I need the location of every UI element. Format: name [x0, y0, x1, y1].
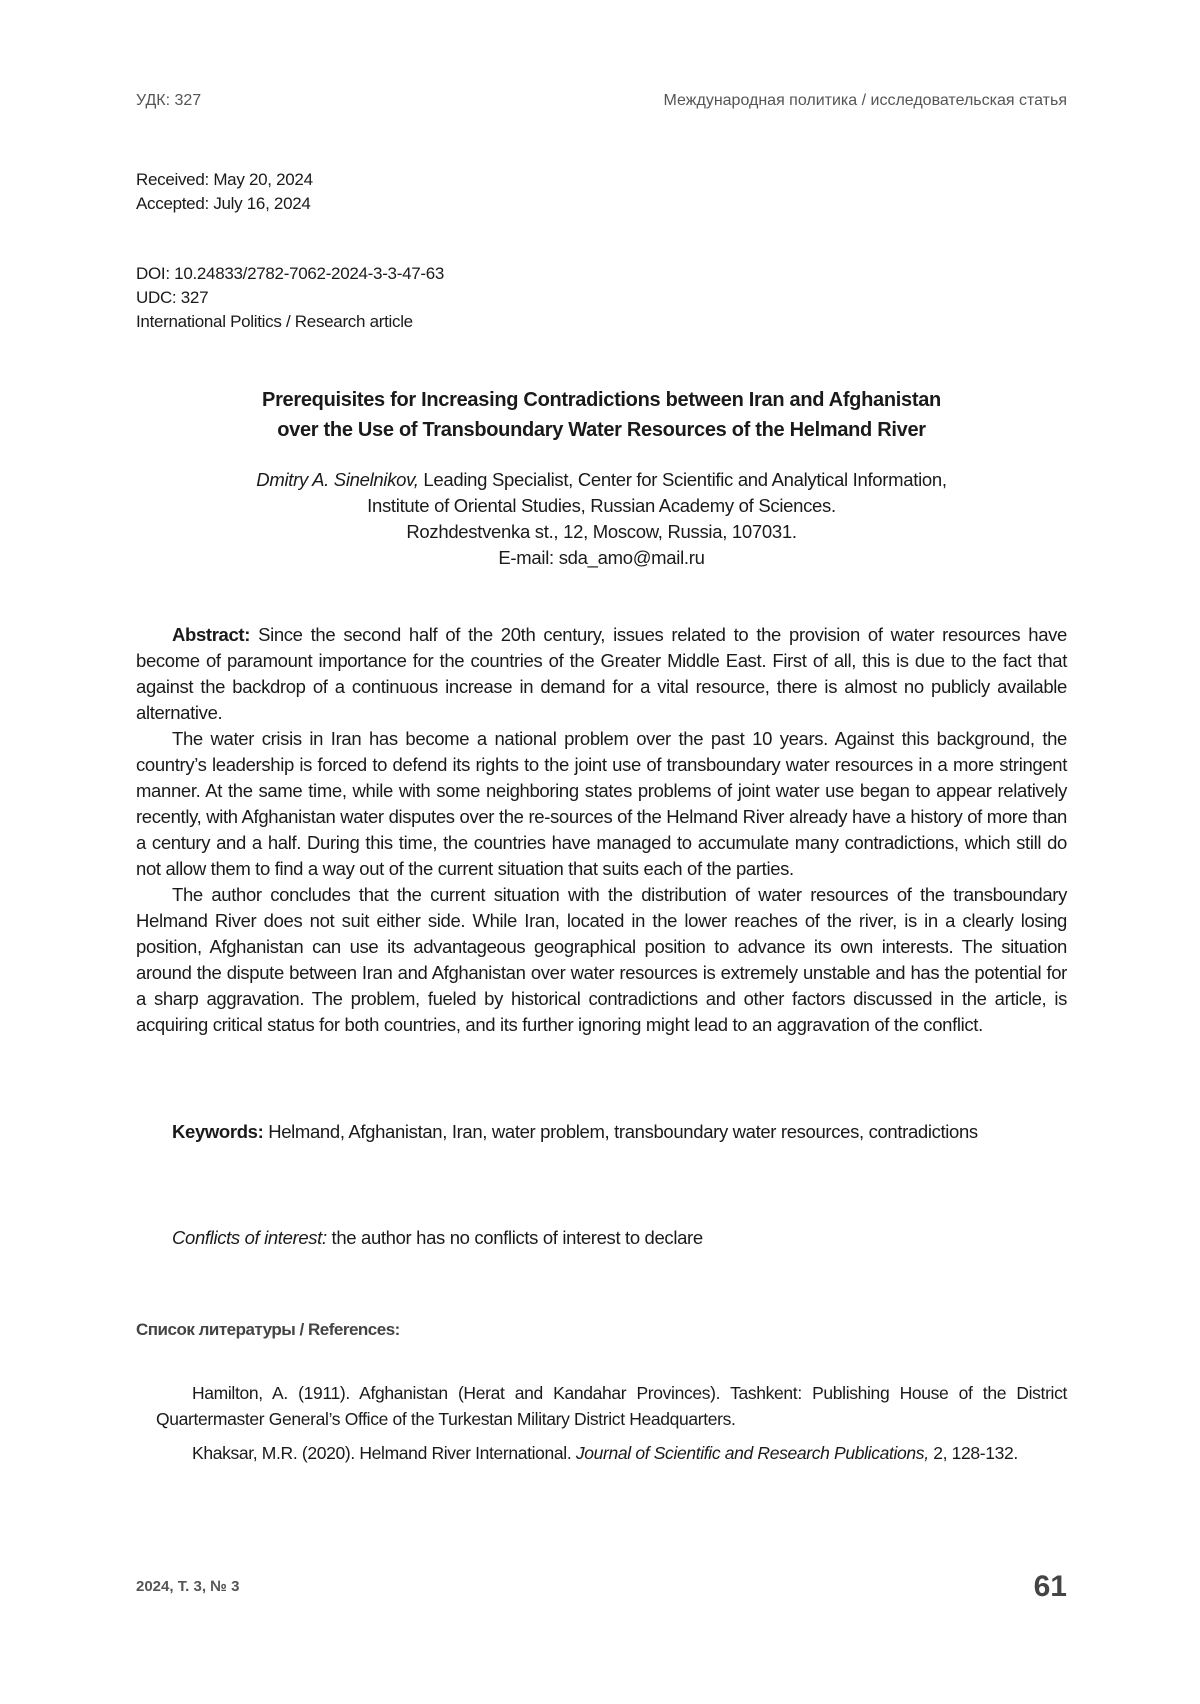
references-list — [156, 1380, 1067, 1474]
title-line: Prerequisites for Increasing Contradictions between Iran and Afghanistan — [136, 385, 1067, 415]
abstract-paragraph: Since the second half of the 20th century, issues related to the provision of water resources have become of paramount importance for the countries of the Greater Middle East. First of all, this is due to the fact that against the backdrop of a continuous increase in demand for a vital resource, there is almost no publicly available alternative. — [136, 624, 1067, 723]
reference-item — [156, 1440, 1067, 1466]
reference-text: Khaksar, M.R. (2020). Helmand River International. — [192, 1443, 576, 1463]
author-name: Dmitry A. Sinelnikov, — [256, 469, 418, 490]
author-institute: Institute of Oriental Studies, Russian Academy of Sciences. — [136, 493, 1067, 519]
issue-info: 2024, Т. 3, № 3 — [136, 1578, 239, 1595]
doi: DOI: 10.24833/2782-7062-2024-3-3-47-63 — [136, 262, 444, 286]
abstract-label: Abstract: — [172, 624, 250, 645]
udk-header: УДК: 327 — [136, 92, 201, 110]
dates-block — [136, 168, 313, 216]
keywords-label: Keywords: — [172, 1121, 263, 1142]
author-address: Rozhdestvenka st., 12, Moscow, Russia, 107031. — [136, 519, 1067, 545]
conflicts-text: the author has no conflicts of interest to declare — [327, 1227, 703, 1248]
reference-tail: 2, 128-132. — [929, 1443, 1018, 1463]
article-title — [136, 385, 1067, 445]
conflicts-of-interest — [136, 1225, 1067, 1251]
keywords-text: Helmand, Afghanistan, Iran, water problem, transboundary water resources, contradictions — [263, 1121, 977, 1142]
keywords — [136, 1119, 1067, 1145]
conflicts-label: Conflicts of interest: — [172, 1227, 327, 1248]
reference-journal: Journal of Scientific and Research Publications, — [576, 1443, 929, 1463]
abstract-paragraph: The author concludes that the current situation with the distribution of water resources of the transboundary Helmand River does not suit either side. While Iran, located in the lower reaches of the river, is in a clearly losing position, Afghanistan can use its advantageous geographical position to advance its own interests. The situation around the dispute between Iran and Afghanistan over water resources is extremely unstable and has the potential for a sharp aggravation. The problem, fueled by historical contradictions and other factors discussed in the article, is acquiring critical status for both countries, and its further ignoring might lead to an aggravation of the conflict. — [136, 882, 1067, 1038]
references-heading: Список литературы / References: — [136, 1320, 400, 1340]
article-section: International Politics / Research article — [136, 310, 444, 334]
received-date: Received: May 20, 2024 — [136, 168, 313, 192]
section-header: Международная политика / исследовательская статья — [664, 92, 1067, 110]
abstract — [136, 622, 1067, 1038]
title-line: over the Use of Transboundary Water Resources of the Helmand River — [136, 415, 1067, 445]
author-position: Leading Specialist, Center for Scientific and Analytical Information, — [419, 469, 947, 490]
reference-item: Hamilton, A. (1911). Afghanistan (Herat and Kandahar Provinces). Tashkent: Publishing House of the District Quartermaster General’s Office of the Turkestan Military District Headquarters. — [156, 1380, 1067, 1432]
author-email: E-mail: sda_amo@mail.ru — [136, 545, 1067, 571]
udc: UDC: 327 — [136, 286, 444, 310]
accepted-date: Accepted: July 16, 2024 — [136, 192, 313, 216]
author-block — [136, 467, 1067, 571]
meta-block — [136, 262, 444, 334]
page-number: 61 — [1034, 1570, 1067, 1604]
abstract-paragraph: The water crisis in Iran has become a national problem over the past 10 years. Against this background, the country’s leadership is forced to defend its rights to the joint use of transboundary water resources in a more stringent manner. At the same time, while with some neighboring states problems of joint water use began to appear relatively recently, with Afghanistan water disputes over the re-sources of the Helmand River already have a history of more than a century and a half. During this time, the countries have managed to accumulate many contradictions, which still do not allow them to find a way out of the current situation that suits each of the parties. — [136, 726, 1067, 882]
